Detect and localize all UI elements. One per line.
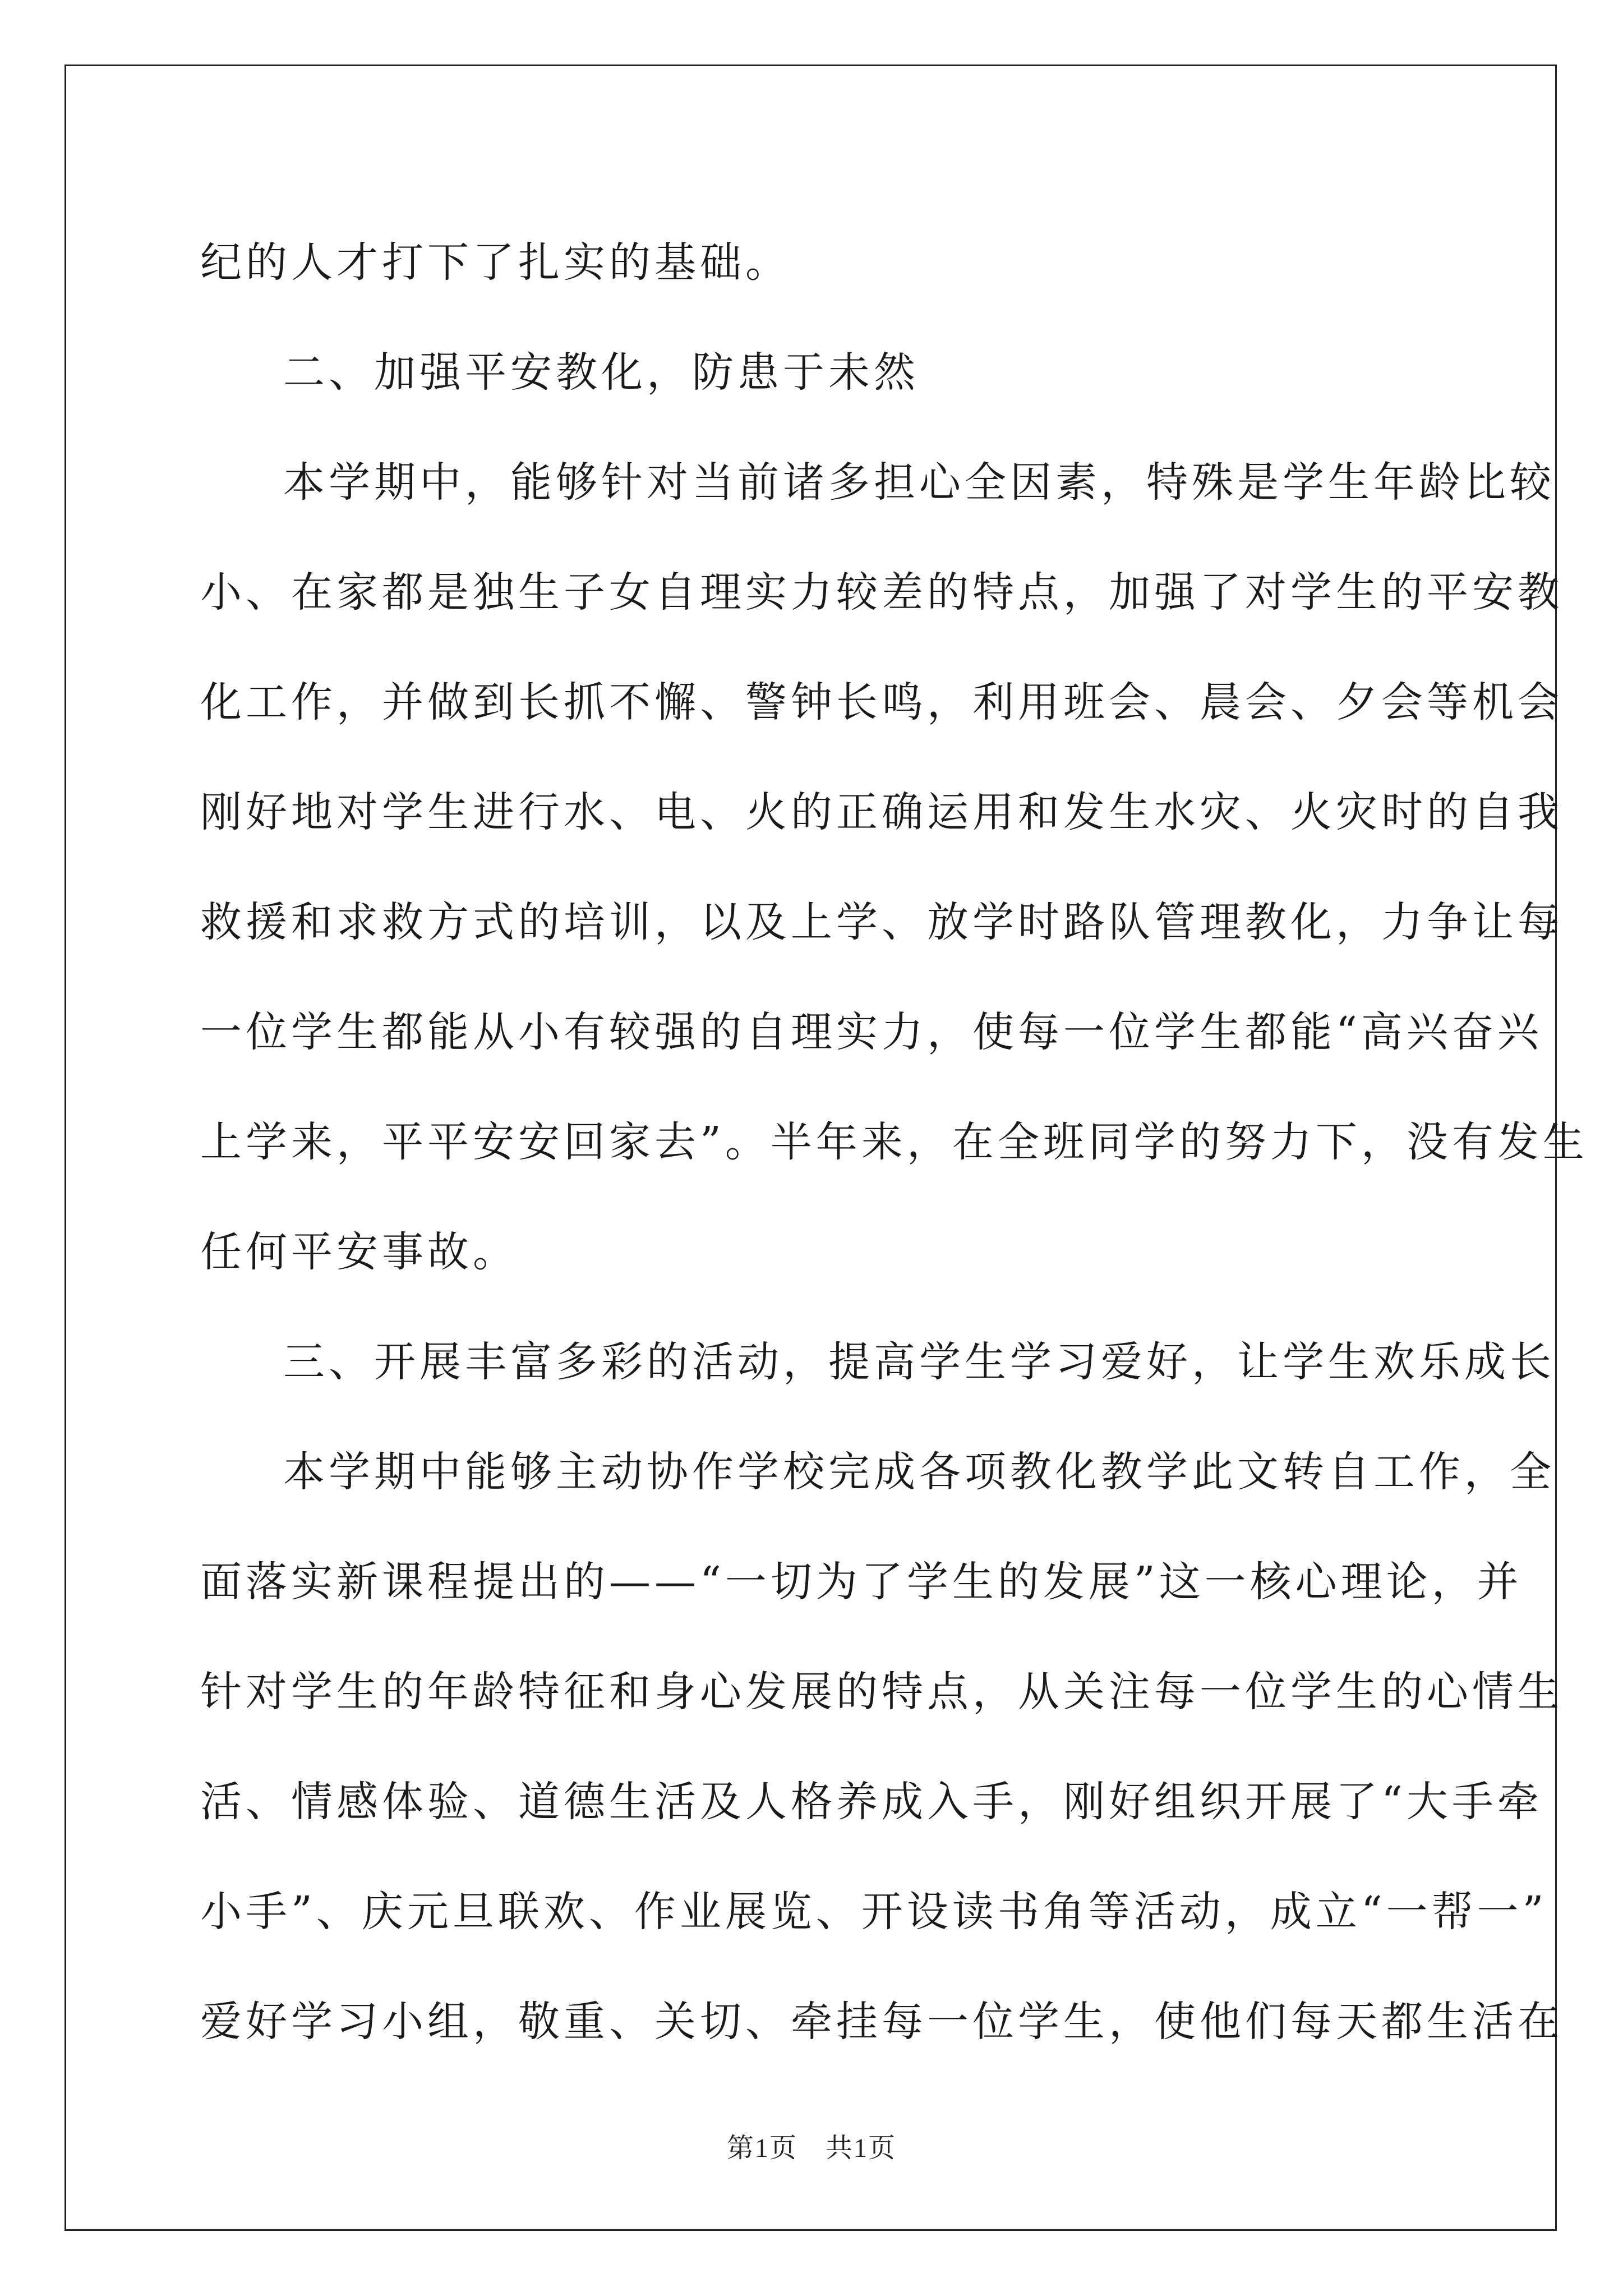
text-line: 纪的人才打下了扎实的基础。 bbox=[200, 238, 791, 287]
text-line: 小手”、庆元旦联欢、作业展览、开设读书角等活动，成立“一帮一” bbox=[200, 1888, 1548, 1936]
text-line: 化工作，并做到长抓不懈、警钟长鸣，利用班会、晨会、夕会等机会 bbox=[200, 678, 1563, 726]
text-line: 救援和求救方式的培训，以及上学、放学时路队管理教化，力争让每 bbox=[200, 898, 1563, 946]
text-line: 小、在家都是独生子女自理实力较差的特点，加强了对学生的平安教 bbox=[200, 568, 1563, 616]
page-total: 共1页 bbox=[826, 2133, 897, 2163]
text-line: 上学来，平平安安回家去”。半年来，在全班同学的努力下，没有发生 bbox=[200, 1118, 1588, 1166]
text-line: 针对学生的年龄特征和身心发展的特点，从关注每一位学生的心情生 bbox=[200, 1668, 1563, 1716]
document-body bbox=[200, 208, 1588, 2077]
page-number: 第1页 bbox=[726, 2133, 797, 2163]
text-line: 面落实新课程提出的——“一切为了学生的发展”这一核心理论，并 bbox=[200, 1558, 1523, 1606]
page-footer bbox=[0, 2126, 1623, 2165]
text-line: 活、情感体验、道德生活及人格养成入手，刚好组织开展了“大手牵 bbox=[200, 1778, 1543, 1826]
text-line: 本学期中，能够针对当前诸多担心全因素，特殊是学生年龄比较 bbox=[283, 458, 1555, 507]
text-line: 任何平安事故。 bbox=[200, 1228, 518, 1276]
text-line: 刚好地对学生进行水、电、火的正确运用和发生水灾、火灾时的自我 bbox=[200, 788, 1563, 836]
section-heading-2: 二、加强平安教化，防患于未然 bbox=[283, 348, 919, 397]
text-line: 本学期中能够主动协作学校完成各项教化教学此文转自工作，全 bbox=[283, 1448, 1555, 1496]
text-line: 爱好学习小组，敬重、关切、牵挂每一位学生，使他们每天都生活在 bbox=[200, 1998, 1563, 2046]
text-line: 一位学生都能从小有较强的自理实力，使每一位学生都能“高兴奋兴 bbox=[200, 1008, 1543, 1056]
section-heading-3: 三、开展丰富多彩的活动，提高学生学习爱好，让学生欢乐成长 bbox=[283, 1338, 1555, 1386]
